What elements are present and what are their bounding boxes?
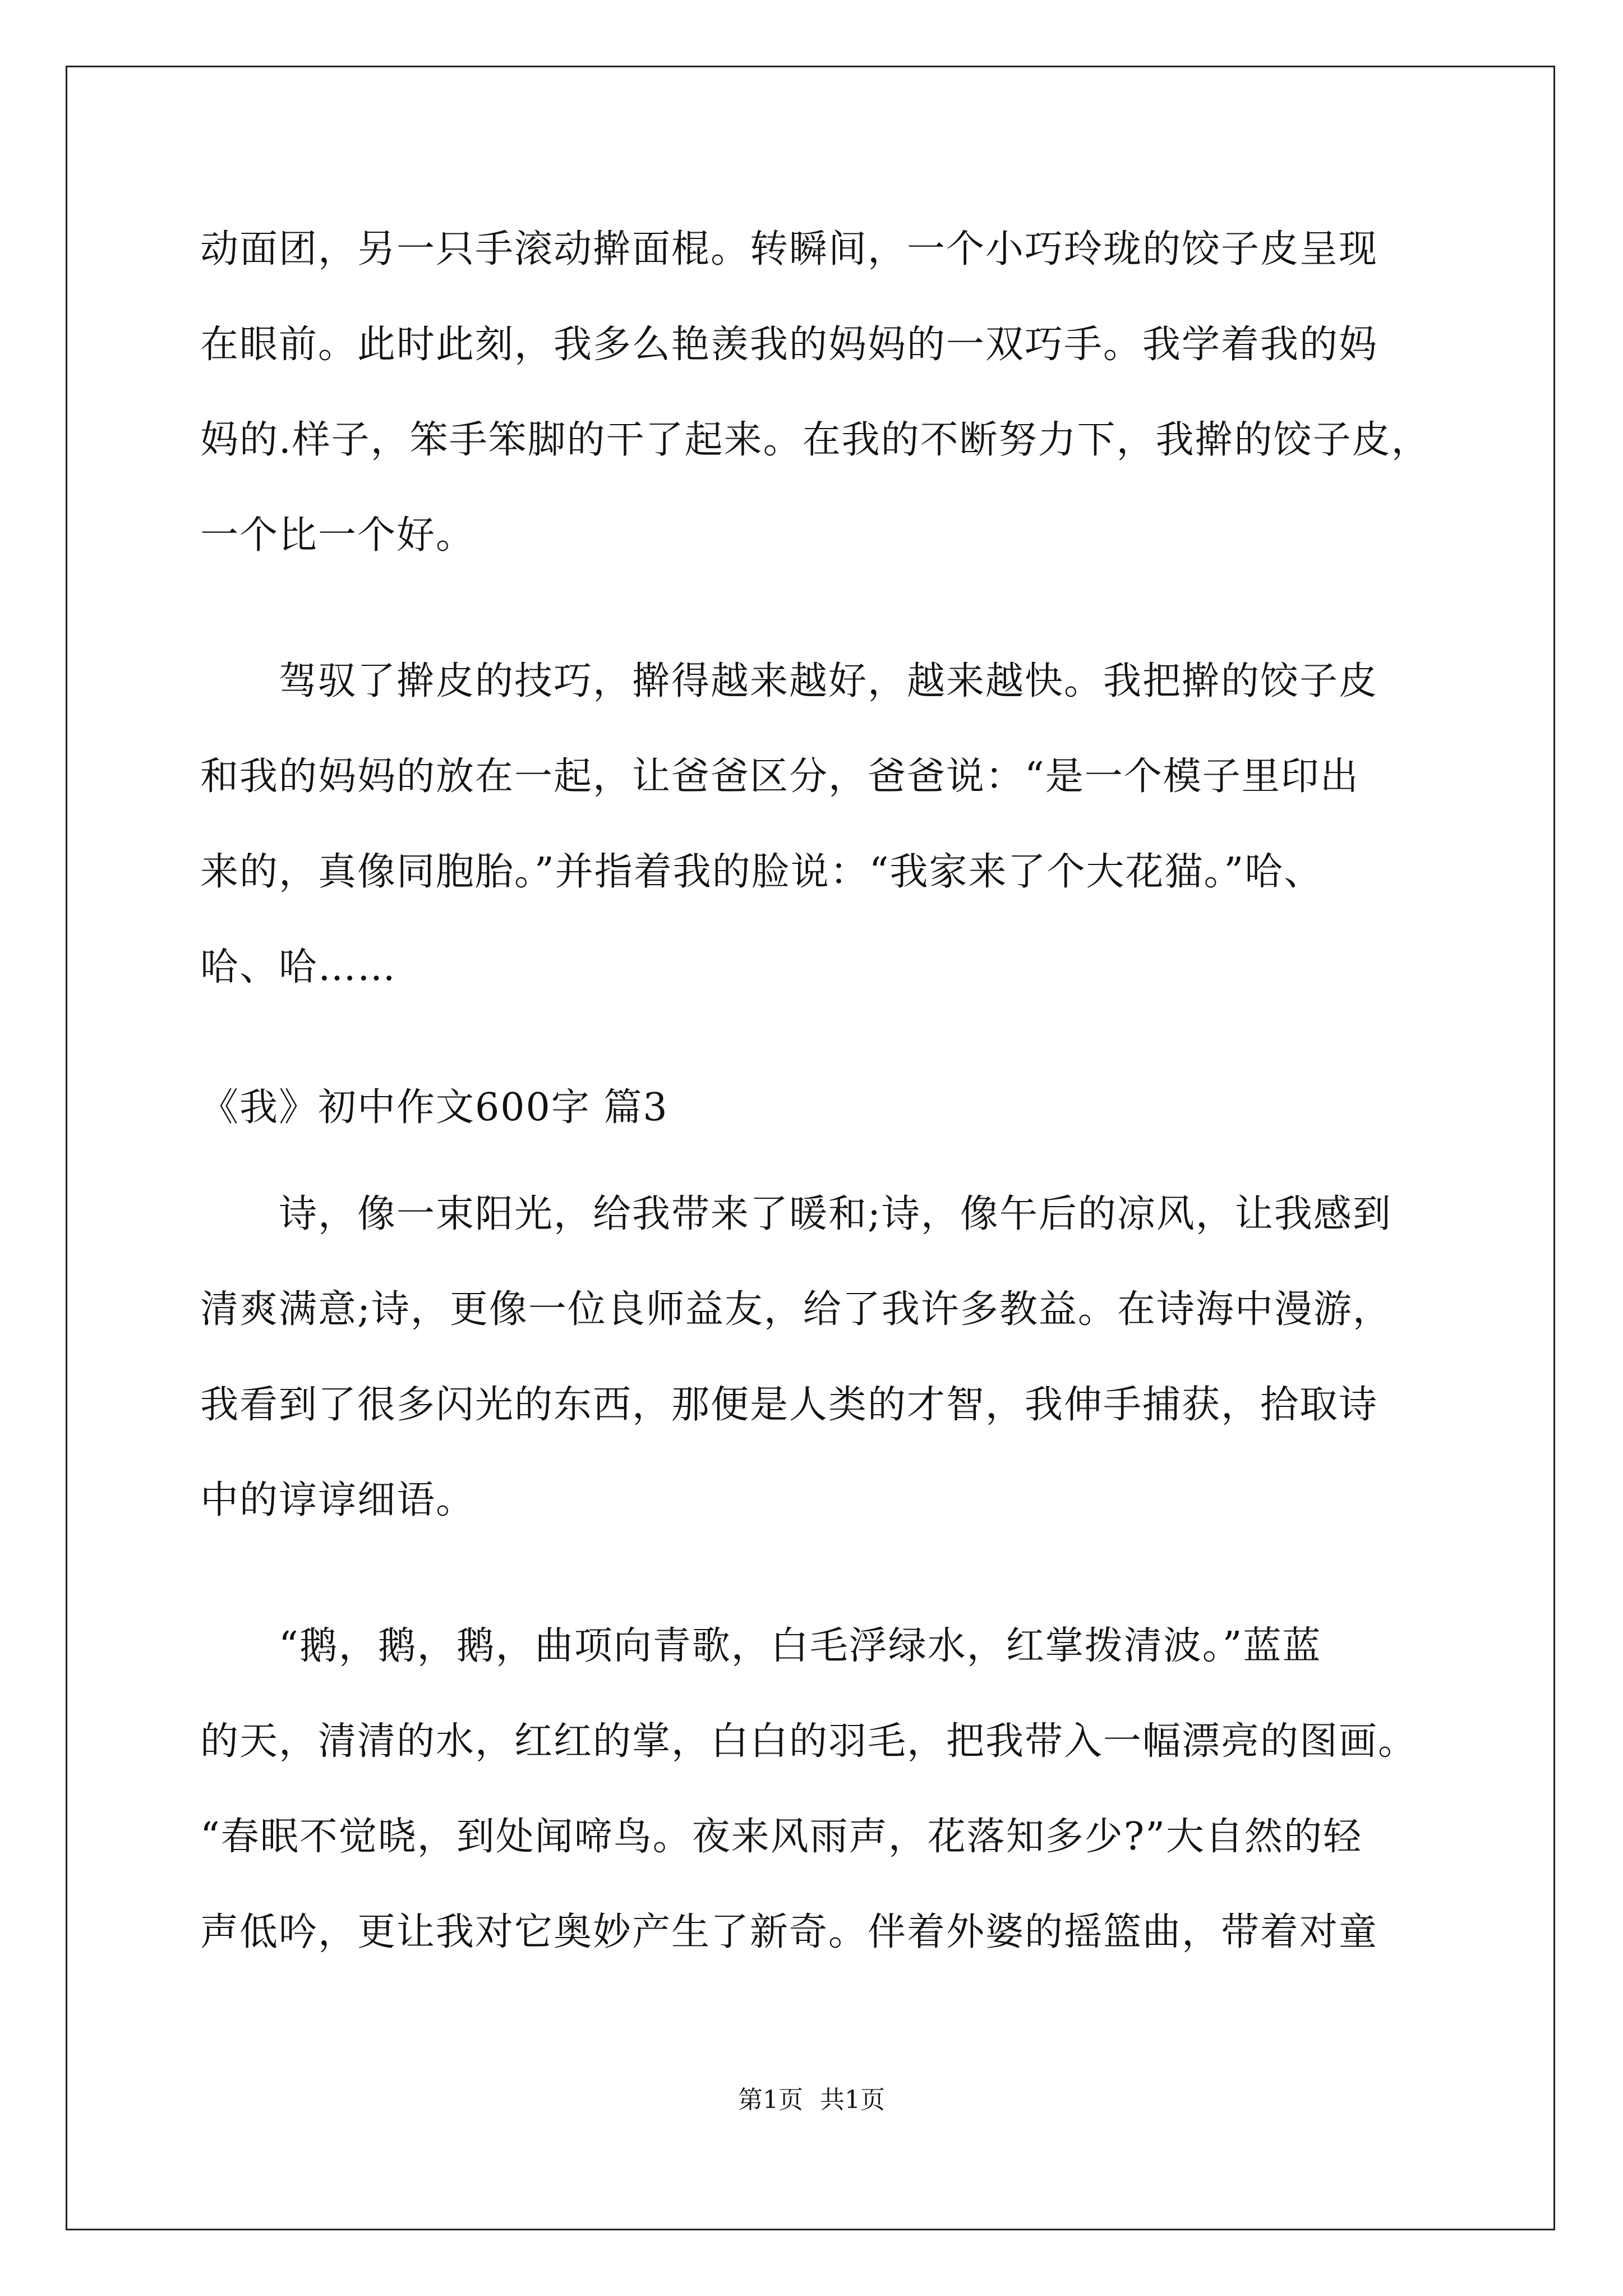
page-number: 第1页 — [738, 2086, 803, 2114]
section-heading: 《我》初中作文600字 篇3 — [200, 1085, 668, 1130]
text-line: 动面团，另一只手滚动擀面棍。转瞬间，一个小巧玲珑的饺子皮呈现 — [200, 227, 1378, 272]
text-line: “春眠不觉晓，到处闻啼鸟。夜来风雨声，花落知多少?”大自然的轻 — [200, 1815, 1362, 1859]
text-line: 在眼前。此时此刻，我多么艳羡我的妈妈的一双巧手。我学着我的妈 — [200, 323, 1378, 367]
text-line: 我看到了很多闪光的东西，那便是人类的才智，我伸手捕获，拾取诗 — [200, 1383, 1378, 1427]
paragraph-start-line: 诗，像一束阳光，给我带来了暖和;诗，像午后的凉风，让我感到 — [279, 1192, 1392, 1236]
page-border — [66, 66, 1555, 2230]
text-line: 一个比一个好。 — [200, 513, 476, 558]
text-line: 哈、哈…… — [200, 945, 397, 990]
paragraph-start-line: “鹅，鹅，鹅，曲项向青歌，白毛浮绿水，红掌拨清波。”蓝蓝 — [279, 1624, 1322, 1668]
text-line: 妈的.样子，笨手笨脚的干了起来。在我的不断努力下，我擀的饺子皮， — [200, 418, 1431, 462]
text-line: 声低吟，更让我对它奥妙产生了新奇。伴着外婆的摇篮曲，带着对童 — [200, 1910, 1378, 1954]
text-line: 清爽满意;诗，更像一位良师益友，给了我许多教益。在诗海中漫游， — [200, 1287, 1392, 1332]
text-line: 和我的妈妈的放在一起，让爸爸区分，爸爸说：“是一个模子里印出 — [200, 754, 1359, 799]
page-footer — [0, 2085, 1623, 2116]
page-total: 共1页 — [820, 2086, 885, 2114]
text-line: 中的谆谆细语。 — [200, 1478, 476, 1522]
paragraph-start-line: 驾驭了擀皮的技巧，擀得越来越好，越来越快。我把擀的饺子皮 — [279, 659, 1378, 703]
text-line: 来的，真像同胞胎。”并指着我的脸说：“我家来了个大花猫。”哈、 — [200, 850, 1324, 894]
text-line: 的天，清清的水，红红的掌，白白的羽毛，把我带入一幅漂亮的图画。 — [200, 1719, 1418, 1764]
